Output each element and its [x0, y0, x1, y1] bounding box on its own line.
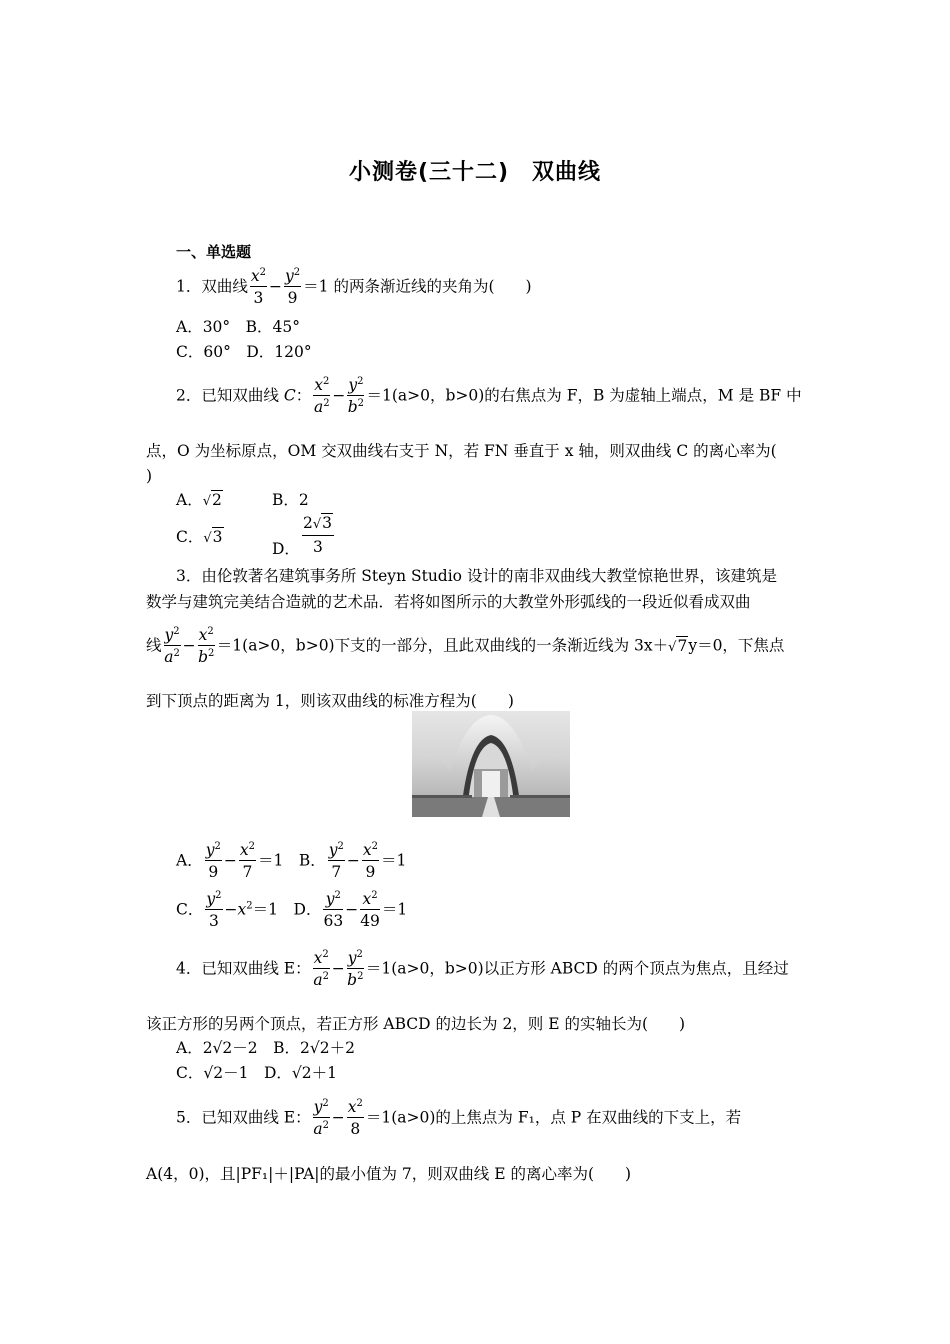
q2-option-b: B．2 [272, 491, 309, 509]
q2-fraction-d: $\frac{2√3}{3}$ [302, 514, 332, 556]
q1-fraction-y: $\frac{y^2}{9}$ [285, 266, 301, 307]
sqrt-2: √2 [202, 491, 222, 509]
q4-stem: 已知双曲线 E： [201, 959, 311, 978]
sqrt-3: √3 [203, 528, 223, 546]
q2-line-2: 点，O 为坐标原点，OM 交双曲线右支于 N，若 FN 垂直于 x 轴，则双曲线 C 的离心率为( [146, 442, 777, 460]
q2-line-3: ) [146, 467, 153, 485]
q1-fraction-x: $\frac{x^2}{3}$ [250, 266, 267, 307]
section-heading: 一、单选题 [176, 243, 252, 261]
q3-line-3-mid: ＝1(a>0，b>0)下支的一部分，且此双曲线的一条渐近线为 3x＋ [216, 636, 669, 655]
question-1: 1．双曲线 $\frac{x^2}{3}$ − $\frac{y^2}{9}$ ＝1 的两条渐近线的夹角为( ) [176, 266, 532, 307]
q2-option-a [176, 490, 223, 512]
q3-line-3: 线 $\frac{y^2}{a^2}$ − $\frac{x^2}{b^2}$ ＝1(a>0，b>0)下支的一部分，且此双曲线的一条渐近线为 3x＋√7y＝0，下焦点 [146, 625, 785, 666]
q3-option-d-label: D． [293, 900, 322, 919]
q2-option-d [272, 513, 336, 558]
q4-options-cd: C．√2－1 D．√2＋1 [176, 1064, 337, 1082]
sqrt-7: √7 [668, 636, 688, 655]
q3-line-3-start: 线 [146, 636, 162, 655]
q3-option-c-label: C． [176, 900, 204, 919]
q2-stem-end: ＝1(a>0，b>0)的右焦点为 F，B 为虚轴上端点，M 是 BF 中 [366, 386, 802, 405]
q1-options-cd: C．60° D．120° [176, 343, 312, 361]
q5-fraction-y: $\frac{y^2}{a^2}$ [313, 1097, 329, 1138]
q2-option-d-label: D． [272, 539, 300, 558]
q4-line-2: 该正方形的另两个顶点，若正方形 ABCD 的边长为 2，则 E 的实轴长为( ) [146, 1015, 686, 1033]
q3-fraction-y: $\frac{y^2}{a^2}$ [164, 625, 180, 666]
q3-line-3-end: y＝0，下焦点 [688, 636, 785, 655]
q2-option-a-label: A． [176, 491, 203, 509]
q3-options-ab: A． $\frac{y^2}{9}$ − $\frac{x^2}{7}$ ＝1 B． $\frac{y^2}{7}$ − $\frac{x^2}{9}$ ＝1 [176, 840, 407, 881]
q1-stem: 双曲线 [201, 277, 248, 296]
q3-option-b-label: B． [298, 851, 326, 870]
question-4: 4．已知双曲线 E： $\frac{x^2}{a^2}$ − $\frac{y^2}{b^2}$ ＝1(a>0，b>0)以正方形 ABCD 的两个顶点为焦点，且经过 [176, 948, 789, 989]
q5-fraction-x: $\frac{x^2}{8}$ [347, 1097, 363, 1138]
q3-line-4: 到下顶点的距离为 1，则该双曲线的标准方程为( ) [146, 692, 514, 710]
q3-fraction-x: $\frac{x^2}{b^2}$ [198, 625, 215, 666]
q4-number: 4． [176, 959, 202, 978]
q3-options-cd: C． $\frac{y^2}{3}$ $-x^2=1$ D． $\frac{y^2}{63}$ − $\frac{x^2}{49}$ ＝1 [176, 889, 408, 930]
q4-fraction-y: $\frac{y^2}{b^2}$ [347, 948, 364, 989]
q5-number: 5． [176, 1108, 202, 1127]
q3-line-1: 3．由伦敦著名建筑事务所 Steyn Studio 设计的南非双曲线大教堂惊艳世界，该建筑是 [176, 567, 777, 585]
q1-number: 1． [176, 277, 202, 296]
q5-stem-end: ＝1(a>0)的上焦点为 F₁，点 P 在双曲线的下支上，若 [365, 1108, 742, 1127]
q1-stem-end: ＝1 的两条渐近线的夹角为( ) [303, 277, 532, 296]
q2-fraction-x: $\frac{x^2}{a^2}$ [313, 375, 330, 416]
cathedral-photo [412, 711, 570, 817]
q3-line-2: 数学与建筑完美结合造就的艺术品．若将如图所示的大教堂外形弧线的一段近似看成双曲 [146, 593, 751, 611]
q2-option-c [176, 527, 224, 549]
q5-line-2: A(4，0)，且|PF₁|＋|PA|的最小值为 7，则双曲线 E 的离心率为( ) [146, 1165, 632, 1183]
page-title: 小测卷(三十二) 双曲线 [348, 160, 602, 185]
q2-option-c-label: C． [176, 528, 204, 546]
q1-options-ab: A．30° B．45° [176, 318, 301, 336]
q3-option-a-label: A． [176, 851, 203, 870]
question-5: 5．已知双曲线 E： $\frac{y^2}{a^2}$ − $\frac{x^2}{8}$ ＝1(a>0)的上焦点为 F₁，点 P 在双曲线的下支上，若 [176, 1097, 742, 1138]
q2-number: 2． [176, 386, 202, 405]
q5-stem: 已知双曲线 E： [201, 1108, 311, 1127]
q2-fraction-y: $\frac{y^2}{b^2}$ [347, 375, 365, 416]
q4-stem-end: ＝1(a>0，b>0)以正方形 ABCD 的两个顶点为焦点，且经过 [365, 959, 789, 978]
q4-options-ab: A．2√2－2 B．2√2＋2 [176, 1039, 356, 1057]
q4-fraction-x: $\frac{x^2}{a^2}$ [313, 948, 329, 989]
q2-stem: 已知双曲线 [201, 386, 284, 405]
question-2: 2．已知双曲线 C： $\frac{x^2}{a^2}$ − $\frac{y^2}{b^2}$ ＝1(a>0，b>0)的右焦点为 F，B 为虚轴上端点，M 是 BF 中 [176, 375, 802, 416]
